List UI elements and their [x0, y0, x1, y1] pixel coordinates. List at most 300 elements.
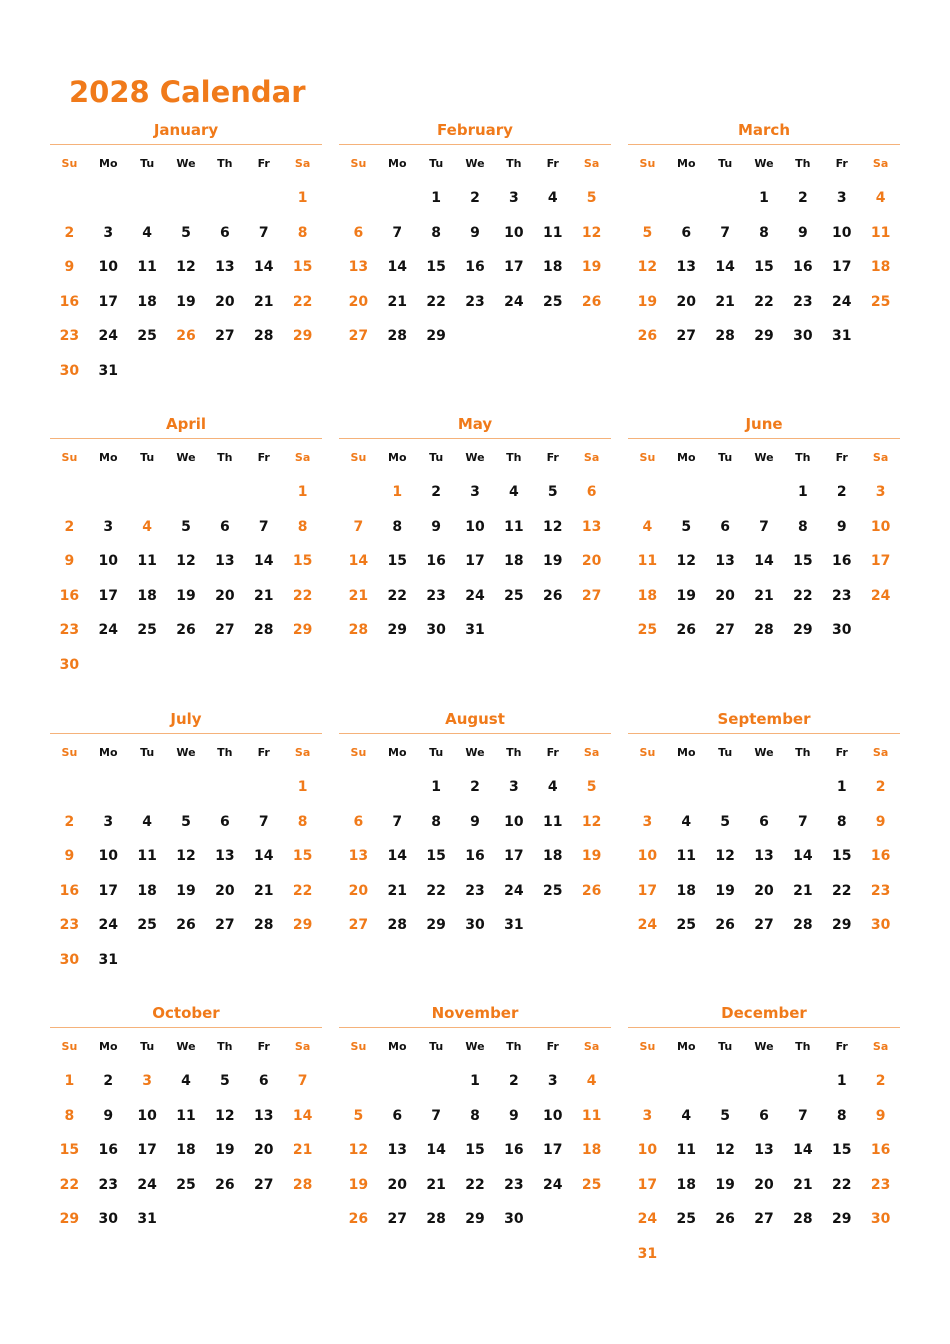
day-cell: 21	[253, 293, 274, 310]
day-cell: 31	[504, 917, 524, 934]
days-grid	[50, 1064, 322, 1237]
day-cell: 17	[98, 882, 119, 899]
day-cell: 27	[754, 1211, 774, 1228]
day-cell: 5	[353, 1107, 364, 1124]
weekday-label: Sa	[872, 745, 889, 759]
day-cell: 25	[542, 882, 563, 899]
day-cell: 31	[637, 1245, 658, 1262]
day-cell: 21	[253, 882, 274, 899]
month-name: June	[628, 411, 900, 439]
day-cell: 19	[348, 1176, 369, 1193]
day-cell: 16	[870, 848, 891, 865]
day-cell: 18	[504, 553, 524, 570]
day-cell: 18	[542, 848, 563, 865]
day-cell: 13	[348, 259, 369, 276]
day-cell: 30	[793, 328, 813, 345]
day-cell: 26	[581, 882, 602, 899]
empty-day-cell	[339, 770, 378, 805]
day-cell: 17	[504, 259, 524, 276]
day-cell: 4	[681, 1107, 692, 1124]
empty-day-cell	[167, 475, 206, 510]
day-cell: 1	[470, 1073, 480, 1090]
day-cell: 2	[64, 224, 75, 241]
day-cell: 18	[676, 1176, 697, 1193]
weekday-label: Fr	[835, 156, 848, 170]
day-cell: 5	[219, 1073, 230, 1090]
weekday-label: We	[754, 1039, 774, 1053]
day-cell: 29	[831, 917, 852, 934]
weekday-label: Mo	[388, 745, 407, 759]
month-september	[628, 706, 900, 943]
day-cell: 30	[504, 1211, 524, 1228]
days-grid	[339, 475, 611, 648]
day-cell: 22	[465, 1176, 485, 1193]
weekday-label: Th	[795, 1039, 811, 1053]
day-cell: 16	[426, 553, 446, 570]
day-cell: 3	[103, 813, 114, 830]
day-cell: 31	[98, 362, 119, 379]
weekday-header-row	[50, 734, 322, 770]
day-cell: 31	[465, 622, 485, 639]
days-grid	[50, 181, 322, 388]
day-cell: 16	[98, 1142, 119, 1159]
weekday-label: Th	[217, 156, 233, 170]
days-grid	[628, 181, 900, 354]
weekday-label: We	[176, 1039, 196, 1053]
day-cell: 24	[98, 917, 119, 934]
day-cell: 17	[504, 848, 524, 865]
day-cell: 10	[98, 848, 119, 865]
day-cell: 9	[64, 553, 75, 570]
day-cell: 16	[59, 293, 80, 310]
day-cell: 4	[508, 484, 519, 501]
empty-day-cell	[244, 354, 283, 389]
day-cell: 20	[715, 587, 735, 604]
empty-day-cell	[494, 613, 533, 648]
day-cell: 10	[98, 553, 119, 570]
day-cell: 15	[59, 1142, 80, 1159]
day-cell: 19	[715, 882, 735, 899]
day-cell: 15	[831, 1142, 852, 1159]
day-cell: 25	[176, 1176, 196, 1193]
weekday-label: Th	[506, 156, 522, 170]
empty-day-cell	[283, 1202, 322, 1237]
day-cell: 8	[759, 224, 769, 241]
day-cell: 5	[720, 813, 730, 830]
day-cell: 12	[176, 848, 196, 865]
weekday-header-row	[339, 734, 611, 770]
day-cell: 6	[681, 224, 692, 241]
weekday-header-row	[339, 1028, 611, 1064]
day-cell: 31	[137, 1211, 157, 1228]
day-cell: 3	[836, 190, 847, 207]
day-cell: 1	[759, 190, 769, 207]
day-cell: 21	[387, 293, 408, 310]
day-cell: 23	[426, 587, 446, 604]
day-cell: 10	[504, 813, 524, 830]
weekday-label: Sa	[583, 156, 600, 170]
day-cell: 15	[426, 259, 446, 276]
day-cell: 20	[215, 587, 235, 604]
day-cell: 22	[292, 293, 313, 310]
day-cell: 29	[59, 1211, 80, 1228]
day-cell: 9	[103, 1107, 114, 1124]
day-cell: 9	[875, 1107, 886, 1124]
day-cell: 27	[387, 1211, 408, 1228]
weekday-label: Tu	[429, 745, 444, 759]
empty-day-cell	[706, 1237, 745, 1272]
weekday-label: Sa	[294, 1039, 311, 1053]
day-cell: 18	[137, 587, 157, 604]
empty-day-cell	[128, 770, 167, 805]
weekday-label: Mo	[99, 1039, 118, 1053]
day-cell: 7	[431, 1107, 441, 1124]
day-cell: 2	[431, 484, 441, 501]
day-cell: 4	[547, 779, 558, 796]
day-cell: 18	[581, 1142, 602, 1159]
weekday-header-row	[339, 145, 611, 181]
day-cell: 13	[715, 553, 735, 570]
weekday-label: Mo	[677, 156, 696, 170]
day-cell: 24	[504, 882, 524, 899]
empty-day-cell	[128, 475, 167, 510]
weekday-label: Th	[506, 450, 522, 464]
weekday-label: Sa	[583, 1039, 600, 1053]
weekday-label: Fr	[257, 156, 270, 170]
day-cell: 12	[676, 553, 697, 570]
empty-day-cell	[167, 648, 206, 683]
day-cell: 23	[59, 328, 80, 345]
day-cell: 23	[465, 882, 485, 899]
day-cell: 25	[581, 1176, 602, 1193]
day-cell: 29	[292, 328, 313, 345]
day-cell: 12	[581, 224, 602, 241]
day-cell: 17	[465, 553, 485, 570]
weekday-label: We	[754, 745, 774, 759]
day-cell: 10	[98, 259, 119, 276]
day-cell: 13	[348, 848, 369, 865]
day-cell: 27	[215, 917, 235, 934]
empty-day-cell	[283, 943, 322, 978]
weekday-label: Su	[350, 745, 367, 759]
month-name: May	[339, 411, 611, 439]
day-cell: 24	[831, 293, 852, 310]
day-cell: 2	[470, 779, 480, 796]
day-cell: 20	[215, 293, 235, 310]
empty-day-cell	[167, 943, 206, 978]
day-cell: 2	[470, 190, 480, 207]
day-cell: 19	[581, 259, 602, 276]
day-cell: 9	[875, 813, 886, 830]
day-cell: 24	[98, 622, 119, 639]
day-cell: 3	[103, 224, 114, 241]
day-cell: 1	[797, 484, 808, 501]
month-november	[339, 1000, 611, 1237]
days-grid	[50, 770, 322, 977]
day-cell: 8	[297, 518, 308, 535]
day-cell: 14	[253, 848, 274, 865]
day-cell: 3	[508, 779, 519, 796]
day-cell: 6	[759, 1107, 769, 1124]
empty-day-cell	[167, 354, 206, 389]
day-cell: 26	[715, 917, 735, 934]
day-cell: 17	[870, 553, 891, 570]
weekday-header-row	[628, 734, 900, 770]
day-cell: 31	[98, 951, 119, 968]
weekday-label: Fr	[835, 1039, 848, 1053]
days-grid	[339, 1064, 611, 1237]
day-cell: 8	[431, 813, 441, 830]
day-cell: 24	[870, 587, 891, 604]
day-cell: 14	[754, 553, 774, 570]
empty-day-cell	[128, 181, 167, 216]
day-cell: 3	[142, 1073, 152, 1090]
weekday-label: Mo	[388, 1039, 407, 1053]
day-cell: 23	[59, 917, 80, 934]
weekday-label: Fr	[257, 450, 270, 464]
day-cell: 4	[547, 190, 558, 207]
weekday-label: Su	[61, 450, 78, 464]
day-cell: 5	[181, 813, 191, 830]
day-cell: 5	[642, 224, 653, 241]
day-cell: 4	[142, 518, 152, 535]
day-cell: 21	[292, 1142, 313, 1159]
empty-day-cell	[128, 354, 167, 389]
weekday-label: Th	[506, 1039, 522, 1053]
day-cell: 17	[637, 882, 658, 899]
day-cell: 20	[215, 882, 235, 899]
day-cell: 1	[297, 779, 308, 796]
empty-day-cell	[706, 181, 745, 216]
day-cell: 21	[348, 587, 369, 604]
weekday-header-row	[50, 439, 322, 475]
weekday-label: Tu	[718, 156, 733, 170]
day-cell: 26	[676, 622, 697, 639]
month-august	[339, 706, 611, 943]
day-cell: 23	[504, 1176, 524, 1193]
day-cell: 11	[176, 1107, 196, 1124]
day-cell: 3	[508, 190, 519, 207]
day-cell: 29	[426, 328, 446, 345]
day-cell: 24	[542, 1176, 563, 1193]
empty-day-cell	[572, 613, 611, 648]
day-cell: 14	[348, 553, 369, 570]
day-cell: 14	[793, 1142, 813, 1159]
weekday-header-row	[50, 1028, 322, 1064]
day-cell: 24	[465, 587, 485, 604]
day-cell: 15	[292, 848, 313, 865]
day-cell: 24	[637, 917, 658, 934]
month-name: July	[50, 706, 322, 734]
day-cell: 27	[215, 622, 235, 639]
day-cell: 22	[754, 293, 774, 310]
weekday-label: Tu	[140, 156, 155, 170]
day-cell: 10	[870, 518, 891, 535]
day-cell: 16	[831, 553, 852, 570]
day-cell: 19	[215, 1142, 235, 1159]
day-cell: 2	[103, 1073, 114, 1090]
day-cell: 7	[297, 1073, 308, 1090]
day-cell: 3	[547, 1073, 558, 1090]
day-cell: 15	[754, 259, 774, 276]
empty-day-cell	[205, 648, 244, 683]
weekday-label: We	[754, 156, 774, 170]
weekday-label: Sa	[583, 450, 600, 464]
day-cell: 4	[875, 190, 886, 207]
day-cell: 9	[64, 848, 75, 865]
empty-day-cell	[339, 1064, 378, 1099]
day-cell: 22	[793, 587, 813, 604]
day-cell: 15	[793, 553, 813, 570]
empty-day-cell	[628, 1064, 667, 1099]
empty-day-cell	[861, 1237, 900, 1272]
weekday-label: Fr	[835, 450, 848, 464]
empty-day-cell	[572, 1202, 611, 1237]
weekday-label: Mo	[677, 450, 696, 464]
empty-day-cell	[533, 908, 572, 943]
empty-day-cell	[89, 181, 128, 216]
day-cell: 6	[586, 484, 597, 501]
empty-day-cell	[628, 770, 667, 805]
day-cell: 30	[59, 951, 80, 968]
empty-day-cell	[494, 319, 533, 354]
day-cell: 27	[253, 1176, 274, 1193]
day-cell: 26	[637, 328, 658, 345]
weekday-label: Th	[795, 156, 811, 170]
empty-day-cell	[378, 181, 417, 216]
day-cell: 30	[870, 1211, 891, 1228]
day-cell: 29	[292, 622, 313, 639]
day-cell: 22	[831, 1176, 852, 1193]
empty-day-cell	[205, 943, 244, 978]
day-cell: 13	[215, 848, 235, 865]
day-cell: 26	[176, 622, 196, 639]
weekday-label: Mo	[677, 745, 696, 759]
day-cell: 7	[797, 813, 808, 830]
day-cell: 28	[253, 328, 274, 345]
day-cell: 14	[387, 259, 408, 276]
month-december	[628, 1000, 900, 1271]
day-cell: 10	[504, 224, 524, 241]
day-cell: 25	[137, 328, 157, 345]
day-cell: 11	[676, 848, 697, 865]
day-cell: 6	[392, 1107, 403, 1124]
day-cell: 28	[253, 622, 274, 639]
day-cell: 27	[754, 917, 774, 934]
day-cell: 28	[426, 1211, 446, 1228]
day-cell: 28	[253, 917, 274, 934]
day-cell: 6	[759, 813, 769, 830]
day-cell: 11	[137, 848, 157, 865]
day-cell: 29	[793, 622, 813, 639]
day-cell: 16	[59, 587, 80, 604]
empty-day-cell	[533, 613, 572, 648]
weekday-label: Su	[61, 156, 78, 170]
weekday-label: Fr	[546, 450, 559, 464]
day-cell: 1	[64, 1073, 75, 1090]
day-cell: 4	[586, 1073, 597, 1090]
day-cell: 11	[504, 518, 524, 535]
day-cell: 15	[292, 553, 313, 570]
day-cell: 11	[870, 224, 891, 241]
day-cell: 12	[176, 259, 196, 276]
month-april	[50, 411, 322, 682]
weekday-label: Tu	[718, 745, 733, 759]
day-cell: 26	[715, 1211, 735, 1228]
weekday-header-row	[628, 439, 900, 475]
month-october	[50, 1000, 322, 1237]
weekday-label: Sa	[583, 745, 600, 759]
day-cell: 1	[297, 190, 308, 207]
empty-day-cell	[628, 475, 667, 510]
day-cell: 29	[426, 917, 446, 934]
weekday-label: We	[465, 1039, 485, 1053]
day-cell: 23	[870, 1176, 891, 1193]
day-cell: 6	[219, 518, 230, 535]
empty-day-cell	[283, 648, 322, 683]
day-cell: 30	[98, 1211, 119, 1228]
month-name: December	[628, 1000, 900, 1028]
day-cell: 13	[754, 848, 774, 865]
day-cell: 17	[137, 1142, 157, 1159]
empty-day-cell	[456, 319, 495, 354]
day-cell: 7	[759, 518, 769, 535]
empty-day-cell	[706, 770, 745, 805]
empty-day-cell	[667, 1064, 706, 1099]
weekday-label: Th	[217, 1039, 233, 1053]
day-cell: 2	[508, 1073, 519, 1090]
weekday-label: Fr	[546, 156, 559, 170]
day-cell: 28	[793, 917, 813, 934]
day-cell: 21	[793, 882, 813, 899]
empty-day-cell	[89, 648, 128, 683]
day-cell: 13	[387, 1142, 408, 1159]
day-cell: 3	[642, 1107, 653, 1124]
weekday-label: Tu	[718, 450, 733, 464]
day-cell: 29	[831, 1211, 852, 1228]
day-cell: 27	[581, 587, 602, 604]
empty-day-cell	[667, 475, 706, 510]
month-july	[50, 706, 322, 977]
day-cell: 17	[637, 1176, 658, 1193]
month-name: March	[628, 117, 900, 145]
day-cell: 12	[176, 553, 196, 570]
day-cell: 12	[637, 259, 658, 276]
month-january	[50, 117, 322, 388]
day-cell: 2	[797, 190, 808, 207]
day-cell: 9	[797, 224, 808, 241]
month-name: August	[339, 706, 611, 734]
day-cell: 27	[215, 328, 235, 345]
day-cell: 4	[642, 518, 653, 535]
day-cell: 2	[64, 813, 75, 830]
day-cell: 8	[392, 518, 403, 535]
day-cell: 20	[387, 1176, 408, 1193]
weekday-label: Su	[639, 745, 656, 759]
day-cell: 10	[831, 224, 852, 241]
empty-day-cell	[706, 1064, 745, 1099]
weekday-label: Th	[795, 450, 811, 464]
day-cell: 5	[586, 779, 597, 796]
weekday-label: Su	[639, 156, 656, 170]
day-cell: 29	[754, 328, 774, 345]
day-cell: 16	[465, 848, 485, 865]
day-cell: 20	[581, 553, 602, 570]
empty-day-cell	[244, 181, 283, 216]
day-cell: 11	[137, 259, 157, 276]
empty-day-cell	[783, 770, 822, 805]
day-cell: 18	[137, 882, 157, 899]
